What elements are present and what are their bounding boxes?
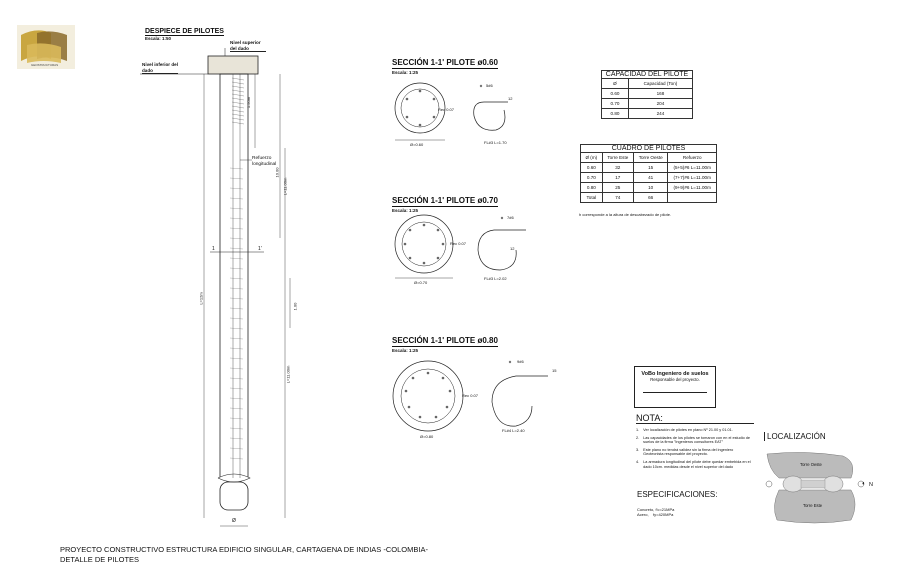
cuadro-footnote: h corresponde a la altura de descabezado de pilote. (579, 212, 672, 217)
header-cell: Torre Este (602, 153, 633, 163)
section-scale: Escala: 1:25 (392, 208, 419, 213)
table-row (581, 163, 717, 173)
cell: 0.70 (602, 99, 629, 109)
header-cell: Capacidad (Ton) (628, 79, 692, 89)
cell: 0.60 (602, 89, 629, 99)
cell: (9+9)#6 L=11.00m (668, 183, 717, 193)
header-cell: Torre Oeste (633, 153, 667, 163)
section-0-60 (392, 52, 532, 162)
section-0-80 (392, 330, 562, 445)
dim-1000: 10.00 (274, 167, 280, 178)
section-0-70 (392, 190, 532, 300)
table-row (602, 99, 693, 109)
dim-150: 1.50m (246, 96, 252, 109)
section-rec: Rec 0.07 (450, 241, 467, 246)
localizacion-title: LOCALIZACIÓN (764, 432, 826, 441)
especificaciones-title: ESPECIFICACIONES: (637, 490, 718, 499)
footer-subtitle: DETALLE DE PILOTES (60, 555, 140, 564)
section-bar: 7#6 (507, 215, 514, 220)
header-cell: Refuerzo (668, 153, 717, 163)
torre-oeste-label: Torre Oeste (800, 462, 822, 467)
cuadro-title: CUADRO DE PILOTES (580, 144, 717, 152)
dim-L1100b: L=11.00m (285, 365, 291, 384)
logo (17, 25, 75, 69)
cell: 168 (628, 89, 692, 99)
nota-title: NOTA: (636, 413, 754, 424)
cell: 17 (602, 173, 633, 183)
dim-L1100: L=11.00m (282, 177, 288, 196)
section-rec: Rec 0.07 (462, 393, 479, 398)
longitudinal-label: longitudinal (252, 162, 277, 167)
section-hook: 15 (552, 368, 557, 373)
nivel-inferior-label: Nivel inferior del dado (142, 62, 178, 73)
cell: 0.80 (581, 183, 603, 193)
nivel-superior-label: Nivel superior del dado (230, 40, 266, 52)
north-label: N (869, 482, 873, 488)
table-row (581, 183, 717, 193)
signature-line (643, 392, 707, 393)
nota-item: 3. Este plano no tendrá validez sin la firma del ingeniero Geotecnista responsable del proyecto. (636, 447, 734, 457)
table-row (602, 109, 693, 119)
despiece-title: DESPIECE DE PILOTES (145, 28, 224, 35)
section-title: SECCIÓN 1-1' PILOTE ø0.70 (392, 196, 498, 205)
cell: (7+7)#6 L=11.00m (668, 173, 717, 183)
table-header-row (581, 153, 717, 163)
capacidad-table-block (601, 70, 693, 119)
table-row (581, 173, 717, 183)
dim-100: 1.00 (292, 302, 298, 311)
capacidad-table (601, 78, 693, 119)
section-hook: 12 (508, 96, 513, 101)
cell: 41 (633, 173, 667, 183)
especificaciones-block (637, 490, 747, 517)
cell: Total (581, 193, 603, 203)
section-diam: Ø=0.70 (414, 280, 428, 285)
cell: 0.60 (581, 163, 603, 173)
localizacion-map (765, 448, 865, 528)
footer-project: PROYECTO CONSTRUCTIVO ESTRUCTURA EDIFICIO SINGULAR, CARTAGENA DE INDIAS -COLOMBIA- (60, 545, 428, 554)
section-hook: 12 (510, 246, 515, 251)
cell: 66 (633, 193, 667, 203)
section-diam: Ø=0.80 (420, 434, 434, 439)
nota-item: 1. Ver localización de pilotes en plano Nº 21.00 y 01.01. (636, 428, 733, 432)
spiral-ticks (232, 78, 244, 124)
section-mark-right: 1' (258, 246, 262, 252)
nota-item: 4. La armadura longitudinal del pilote debe quedar embebida en el dado 10cm. medidas desde el nivel superior del dado (636, 459, 751, 469)
section-fl: FL#4 L=2.40 (502, 428, 525, 433)
footer-block (60, 545, 428, 565)
cell: (5+5)#6 L=11.00m (668, 163, 717, 173)
dim-L-total: L=12m (198, 292, 204, 305)
nota-item: 2. Las capacidades de los pilotes se tomaron con en el estudio de suelos de la firma "Ingenieros consultores EAT" (636, 435, 750, 445)
capacidad-title: CAPACIDAD DEL PILOTE (601, 70, 693, 78)
diameter-label: Ø (232, 518, 236, 524)
section-bar: 9#6 (517, 359, 524, 364)
table-row (602, 89, 693, 99)
header-cell: Ø (602, 79, 629, 89)
cell: 32 (602, 163, 633, 173)
header-cell: Ø (m) (581, 153, 603, 163)
north-arrow-icon: ◐ (862, 481, 866, 487)
despiece-scale: Escala: 1:50 (145, 36, 172, 41)
cell: 15 (633, 163, 667, 173)
cell: 25 (602, 183, 633, 193)
cell: 0.80 (602, 109, 629, 119)
cuadro-table-block (580, 144, 717, 203)
section-title: SECCIÓN 1-1' PILOTE ø0.80 (392, 336, 498, 345)
cell: 10 (633, 183, 667, 193)
vobo-title: VoBo Ingeniero de suelos (641, 371, 709, 377)
cell: 0.70 (581, 173, 603, 183)
section-scale: Escala: 1:25 (392, 70, 419, 75)
table-header-row (602, 79, 693, 89)
torre-este-label: Torre Este (803, 503, 823, 508)
section-mark-left: 1 (212, 246, 215, 252)
vobo-box (634, 366, 716, 408)
section-fl: FL#3 L=1.70 (484, 140, 507, 145)
spec-line: Concreto, f'c=21MPa (637, 507, 675, 512)
cell: 204 (628, 99, 692, 109)
logo-text: GEOSTRUCTURAS (31, 63, 59, 67)
cuadro-table (580, 152, 717, 203)
nota-block (636, 413, 754, 472)
section-title: SECCIÓN 1-1' PILOTE ø0.60 (392, 58, 498, 67)
section-scale: Escala: 1:25 (392, 348, 419, 353)
cell: 244 (628, 109, 692, 119)
pile-elevation-drawing (140, 38, 300, 538)
section-bar: 5#6 (486, 83, 493, 88)
cell: 74 (602, 193, 633, 203)
table-row (581, 193, 717, 203)
section-diam: Ø=0.60 (410, 142, 424, 147)
section-fl: FL#3 L=2.02 (484, 276, 507, 281)
spec-line: Acero, fy=420MPa (637, 512, 674, 517)
cell (668, 193, 717, 203)
section-rec: Rec 0.07 (438, 107, 455, 112)
vobo-subtitle: Responsable del proyecto. (650, 377, 700, 382)
refuerzo-label: Refuerzo (252, 156, 272, 161)
